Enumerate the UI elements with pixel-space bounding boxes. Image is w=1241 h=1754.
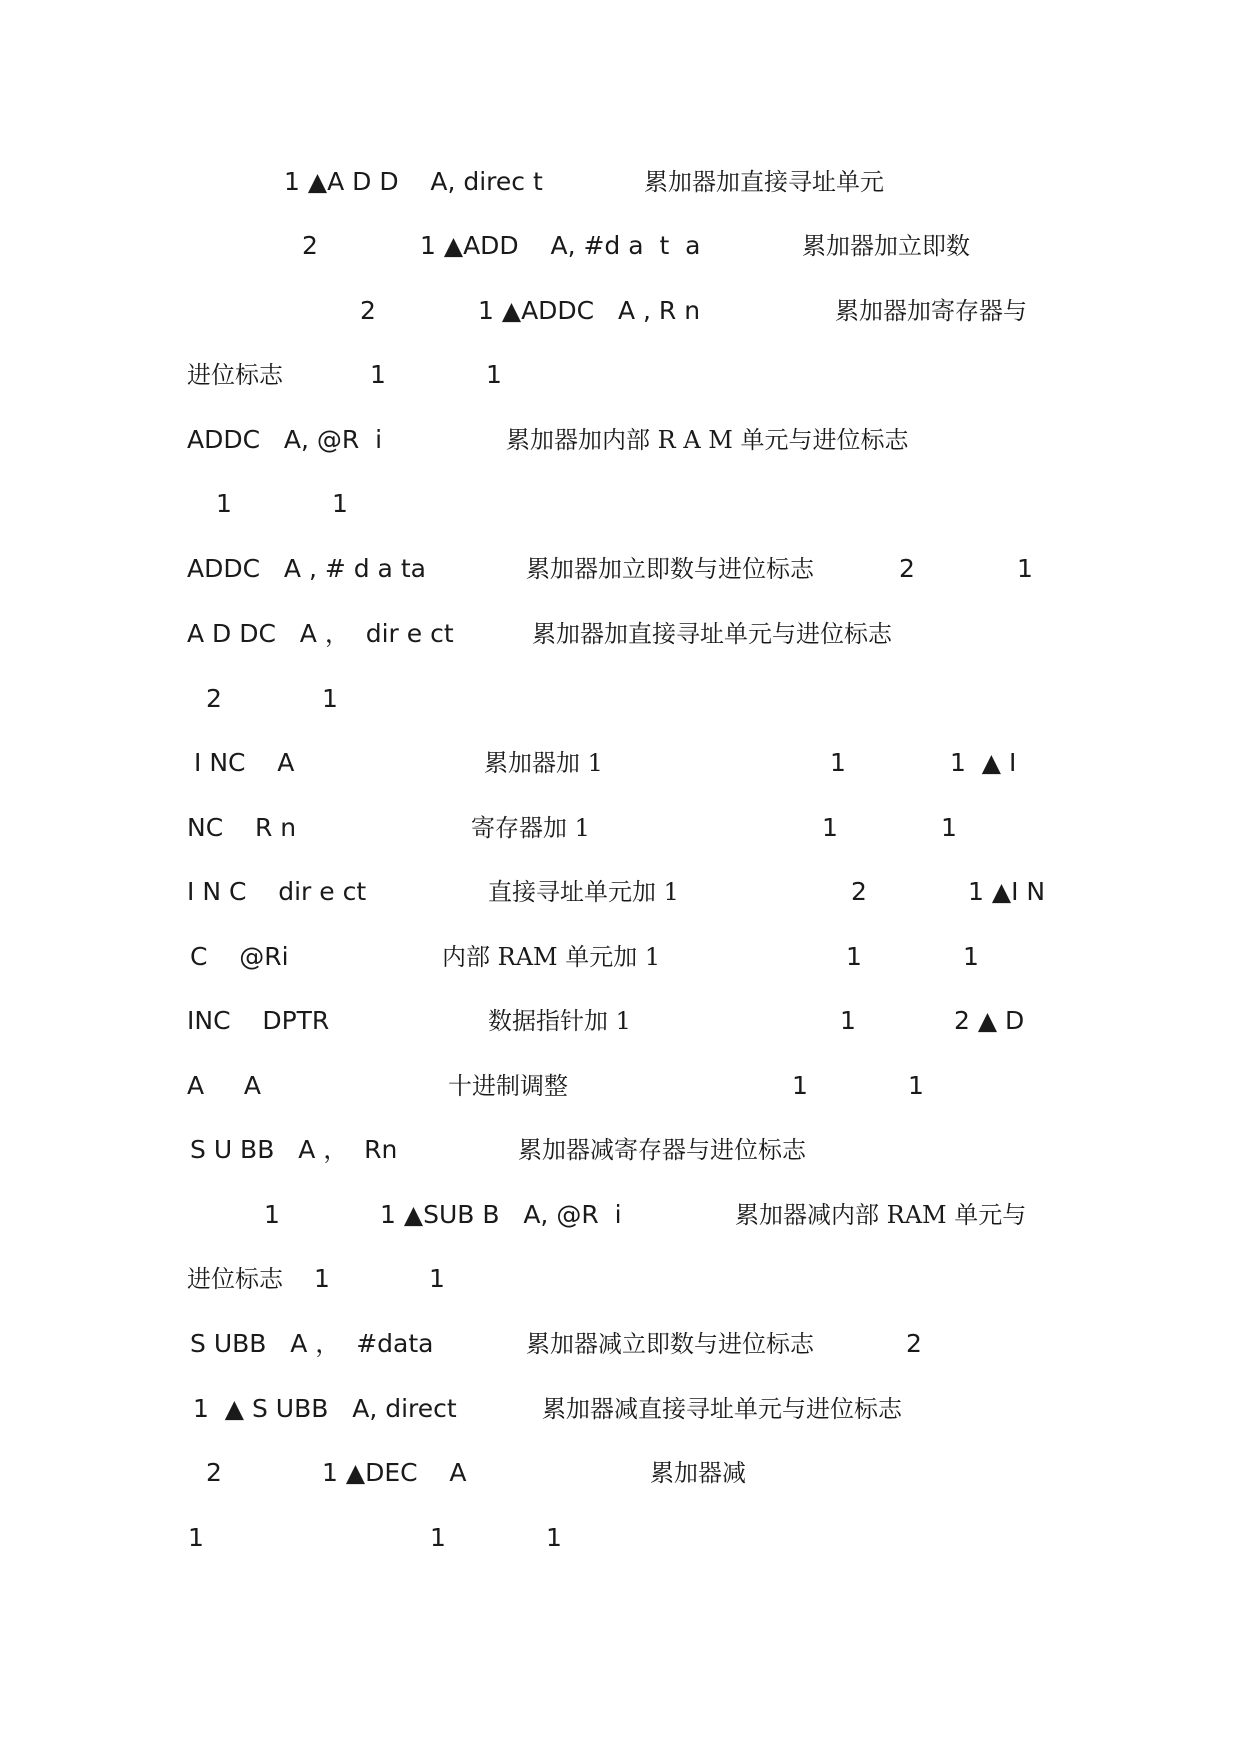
- text-line-13: [0, 937, 1241, 977]
- text-line-10: [0, 743, 1241, 783]
- text-seg: 1: [430, 1523, 446, 1552]
- text-line-2: [0, 226, 1241, 266]
- text-seg: 2: [360, 296, 376, 325]
- text-seg: 1 ▲ADD A, #d a t a: [420, 231, 701, 260]
- text-seg: 2: [302, 231, 318, 260]
- text-seg: 数据指针加 1: [488, 1007, 631, 1035]
- text-seg: 累加器减内部 RAM 单元与: [735, 1201, 1027, 1229]
- text-seg: 1: [188, 1523, 204, 1552]
- text-line-11: [0, 808, 1241, 848]
- text-seg: 累加器加 1: [484, 749, 603, 777]
- text-seg: 1: [429, 1264, 445, 1293]
- text-seg: 寄存器加 1: [471, 814, 590, 842]
- text-line-4: [0, 355, 1241, 395]
- text-line-5: [0, 420, 1241, 460]
- text-seg: 累加器加内部 R A M 单元与进位标志: [506, 426, 909, 454]
- text-seg: 1 ▲A D D A, direc t: [284, 167, 543, 196]
- text-seg: 1: [792, 1071, 808, 1100]
- text-seg: S U BB A ， Rn: [190, 1135, 398, 1164]
- text-seg: 2: [906, 1329, 922, 1358]
- text-seg: 累加器加立即数与进位标志: [526, 555, 814, 583]
- text-seg: 累加器减直接寻址单元与进位标志: [542, 1395, 902, 1423]
- text-seg: 1: [1017, 554, 1033, 583]
- text-seg: 1 ▲SUB B A, @R i: [380, 1200, 622, 1229]
- text-seg: 1 ▲ S UBB A, direct: [193, 1394, 457, 1423]
- text-line-20: [0, 1389, 1241, 1429]
- text-line-22: [0, 1518, 1241, 1558]
- text-line-15: [0, 1066, 1241, 1106]
- text-seg: 十进制调整: [448, 1072, 568, 1100]
- text-seg: 累加器加立即数: [802, 232, 970, 260]
- text-seg: 2: [206, 684, 222, 713]
- text-seg: 累加器减寄存器与进位标志: [518, 1136, 806, 1164]
- text-seg: A A: [187, 1071, 261, 1100]
- text-seg: 2: [851, 877, 867, 906]
- text-seg: 2 ▲ D: [954, 1006, 1025, 1035]
- text-line-1: [0, 162, 1241, 202]
- text-seg: 累加器加寄存器与: [835, 297, 1027, 325]
- text-seg: 1 ▲DEC A: [322, 1458, 467, 1487]
- text-seg: ADDC A, @R i: [187, 425, 383, 454]
- text-seg: 1: [216, 489, 232, 518]
- text-seg: 进位标志: [187, 1265, 283, 1293]
- text-line-12: [0, 872, 1241, 912]
- text-seg: I NC A: [194, 748, 295, 777]
- text-seg: 1: [830, 748, 846, 777]
- text-seg: 内部 RAM 单元加 1: [442, 943, 661, 971]
- text-seg: 2: [206, 1458, 222, 1487]
- text-seg: 1: [322, 684, 338, 713]
- text-seg: NC R n: [187, 813, 297, 842]
- text-seg: 1: [822, 813, 838, 842]
- text-line-7: [0, 549, 1241, 589]
- text-seg: 进位标志: [187, 361, 283, 389]
- text-seg: 1: [314, 1264, 330, 1293]
- text-seg: 1: [264, 1200, 280, 1229]
- text-seg: 累加器减: [650, 1459, 746, 1487]
- text-seg: 1: [486, 360, 502, 389]
- text-line-9: [0, 679, 1241, 719]
- text-seg: 1: [370, 360, 386, 389]
- text-seg: 1: [908, 1071, 924, 1100]
- text-seg: 1: [941, 813, 957, 842]
- text-seg: 1: [846, 942, 862, 971]
- text-seg: 累加器加直接寻址单元与进位标志: [532, 620, 892, 648]
- text-seg: I N C dir e ct: [187, 877, 367, 906]
- text-seg: 1: [963, 942, 979, 971]
- text-seg: 1: [546, 1523, 562, 1552]
- text-seg: 直接寻址单元加 1: [488, 878, 679, 906]
- text-seg: 1 ▲ I: [950, 748, 1017, 777]
- text-line-17: [0, 1195, 1241, 1235]
- text-seg: INC DPTR: [187, 1006, 330, 1035]
- text-line-18: [0, 1259, 1241, 1299]
- text-seg: 1: [840, 1006, 856, 1035]
- text-line-6: [0, 484, 1241, 524]
- text-seg: 1: [332, 489, 348, 518]
- text-line-16: [0, 1130, 1241, 1170]
- text-seg: S UBB A ， #data: [190, 1329, 434, 1358]
- text-line-14: [0, 1001, 1241, 1041]
- text-line-21: [0, 1453, 1241, 1493]
- text-seg: 1 ▲ADDC A , R n: [478, 296, 701, 325]
- text-seg: 累加器减立即数与进位标志: [526, 1330, 814, 1358]
- text-seg: A D DC A ， dir e ct: [187, 619, 454, 648]
- text-seg: 累加器加直接寻址单元: [644, 168, 884, 196]
- text-seg: C @Ri: [190, 942, 289, 971]
- text-line-19: [0, 1324, 1241, 1364]
- text-seg: ADDC A , # d a ta: [187, 554, 426, 583]
- text-line-3: [0, 291, 1241, 331]
- text-seg: 2: [899, 554, 915, 583]
- text-line-8: [0, 614, 1241, 654]
- text-seg: 1 ▲I N: [968, 877, 1046, 906]
